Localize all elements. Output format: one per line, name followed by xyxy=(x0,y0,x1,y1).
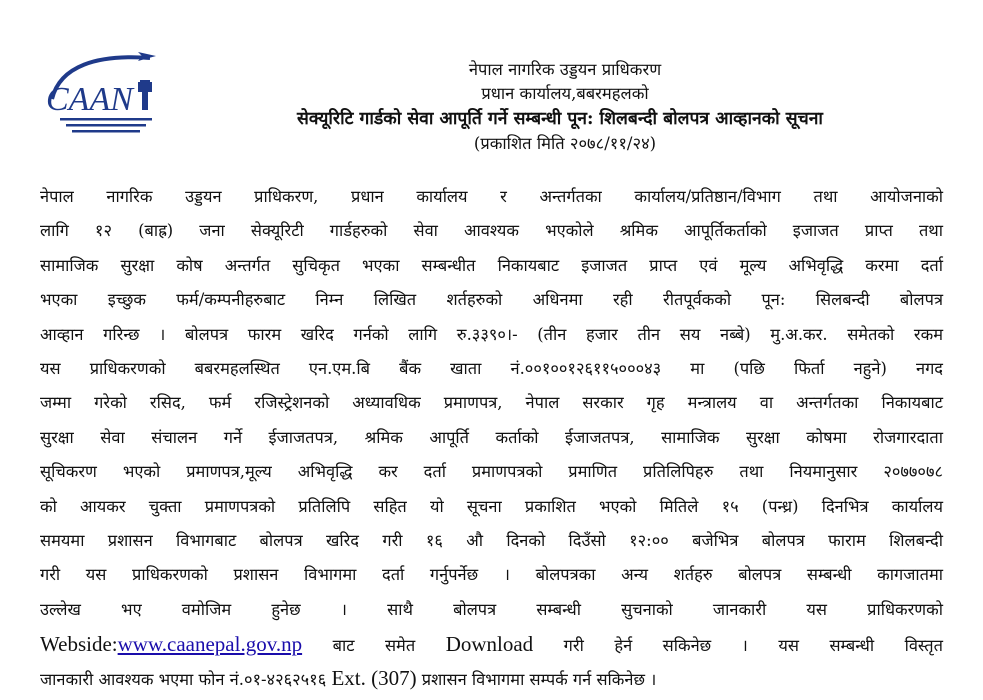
body-line: जम्मा गरेको रसिद, फर्म रजिस्ट्रेशनको अध्यावधिक प्रमाणपत्र, नेपाल सरकार गृह मन्त्रालय वा अन्तर्गतका निकायबाट xyxy=(40,393,943,413)
text-segment: बाट समेत xyxy=(302,636,446,656)
body-line: आव्हान गरिन्छ । बोलपत्र फारम खरिद गर्नको लागि रु.३३९०।- (तीन हजार तीन सय नब्बे) मु.अ.कर. समेतको रकम xyxy=(40,324,943,344)
caan-logo xyxy=(42,44,167,139)
body-line: गरी यस प्राधिकरणको प्रशासन विभागमा दर्ता गर्नुपर्नेछ । बोलपत्रका अन्य शर्तहरु बोलपत्र सम्बन्धी कागजातमा xyxy=(40,565,943,585)
body-line-website xyxy=(40,627,943,661)
logo-text: CAAN xyxy=(46,81,133,118)
body-line: यस प्राधिकरणको बबरमहलस्थित एन.एम.बि बैंक खाता नं.००१००१२६११५०००४३ मा (पछि फिर्ता नहुने) नगद xyxy=(40,358,943,378)
website-label: Webside: xyxy=(40,632,118,657)
website-link[interactable]: www.caanepal.gov.np xyxy=(117,632,303,657)
notice-body xyxy=(40,180,943,696)
body-line: सुरक्षा सेवा संचालन गर्ने ईजाजतपत्र, श्रमिक आपूर्ति कर्ताको ईजाजतपत्र, सामाजिक सुरक्षा कोषमा रोजगारदाता xyxy=(40,427,943,447)
body-line: सूचिकरण भएको प्रमाणपत्र,मूल्य अभिवृद्धि कर दर्ता प्रमाणपत्रको प्रमाणित प्रतिलिपिहरु तथा नियमानुसार २०७७०७८ xyxy=(40,462,943,482)
text-segment: प्रशासन विभागमा सम्पर्क गर्न सकिनेछ । xyxy=(416,670,657,690)
office-name: प्रधान कार्यालय,बबरमहलको xyxy=(481,84,649,103)
phone-text: जानकारी आवश्यक भएमा फोन नं.०१-४२६२५१६ xyxy=(40,670,332,690)
body-line-contact xyxy=(40,661,943,695)
extension-text: Ext. (307) xyxy=(331,666,417,691)
caan-airplane-tower-logo-icon xyxy=(42,44,167,139)
download-text: Download xyxy=(445,632,534,657)
body-line: सामाजिक सुरक्षा कोष अन्तर्गत सुचिकृत भएका सम्बन्धीत निकायबाट इजाजत प्राप्त एवं मूल्य अभिवृद्धि करमा दर्ता xyxy=(40,255,943,275)
published-date: (प्रकाशित मिति २०७८/११/२४) xyxy=(473,134,657,153)
organization-name: नेपाल नागरिक उड्डयन प्राधिकरण xyxy=(468,60,662,79)
body-line: लागि १२ (बाह्र) जना सेक्यूरिटी गार्डहरुको सेवा आवश्यक भएकोले श्रमिक आपूर्तिकर्ताको इजाजत प्राप्त तथा xyxy=(40,221,943,241)
body-line: भएका इच्छुक फर्म/कम्पनीहरुबाट निम्न लिखित शर्तहरुको अधिनमा रही रीतपूर्वकको पून: सिलबन्दी बोलपत्र xyxy=(40,290,943,310)
text-segment: गरी हेर्न सकिनेछ । यस सम्बन्धी विस्तृत xyxy=(533,636,943,656)
body-line: को आयकर चुक्ता प्रमाणपत्रको प्रतिलिपि सहित यो सूचना प्रकाशित भएको मितिले १५ (पन्ध्र) दिनभित्र कार्यालय xyxy=(40,496,943,516)
notice-title: सेक्यूरिटि गार्डको सेवा आपूर्ति गर्ने सम्बन्धी पून: शिलबन्दी बोलपत्र आव्हानको सूचना xyxy=(297,109,823,129)
notice-header xyxy=(180,58,910,156)
body-line: समयमा प्रशासन विभागबाट बोलपत्र खरिद गरी १६ औ दिनको दिउँसो १२:०० बजेभित्र बोलपत्र फाराम शिलबन्दी xyxy=(40,530,943,550)
body-line: नेपाल नागरिक उड्डयन प्राधिकरण, प्रधान कार्यालय र अन्तर्गतका कार्यालय/प्रतिष्ठान/विभाग तथा आयोजनाको xyxy=(40,187,943,206)
body-line: उल्लेख भए वमोजिम हुनेछ । साथै बोलपत्र सम्बन्धी सुचनाको जानकारी यस प्राधिकरणको xyxy=(40,599,943,619)
